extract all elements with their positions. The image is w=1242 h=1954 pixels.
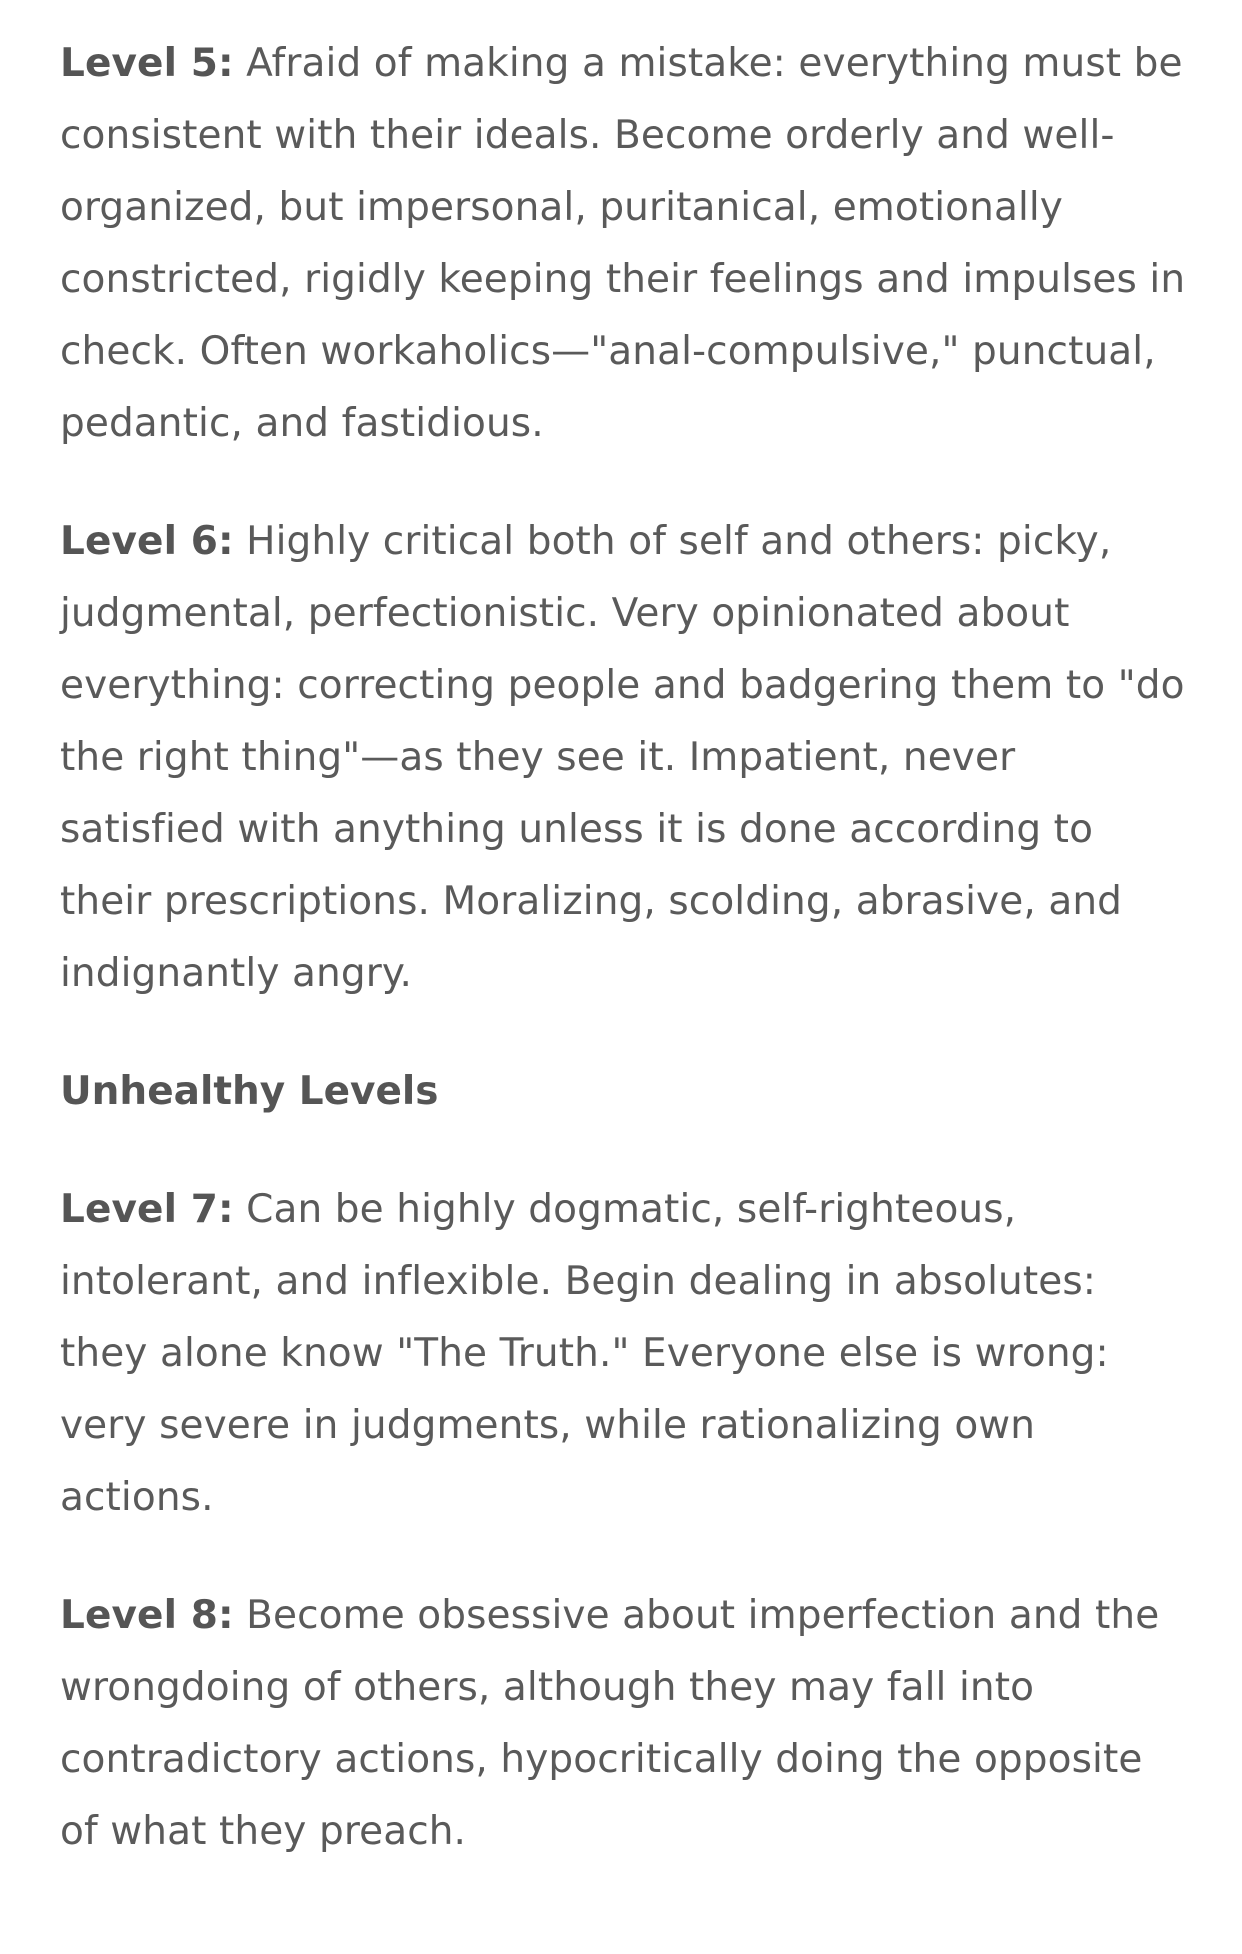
level-8-label: Level 8:	[60, 1593, 234, 1638]
level-6-paragraph	[60, 506, 1192, 1010]
level-5-paragraph	[60, 28, 1192, 460]
level-8-text: Become obsessive about imperfection and the wrongdoing of others, although they may fall into contradictory actions, hypocritically doing the opposite of what they preach.	[60, 1593, 1160, 1854]
level-7-paragraph	[60, 1174, 1192, 1534]
level-7-label: Level 7:	[60, 1187, 234, 1232]
level-7-text: Can be highly dogmatic, self-righteous, intolerant, and inflexible. Begin dealing in absolutes: they alone know "The Truth." Everyone else is wrong: very severe in judgments, while rationalizing own actions.	[60, 1187, 1109, 1520]
level-6-text: Highly critical both of self and others: picky, judgmental, perfectionistic. Very opinionated about everything: correcting people and badgering them to "do the right thing"—as they see it. Impatient, never satisfied with anything unless it is done according to their prescriptions. Moralizing, scolding, abrasive, and indignantly angry.	[60, 519, 1185, 996]
unhealthy-levels-heading: Unhealthy Levels	[60, 1069, 439, 1114]
level-6-label: Level 6:	[60, 519, 234, 564]
level-5-text: Afraid of making a mistake: everything must be consistent with their ideals. Become orderly and well-organized, but impersonal, puritanical, emotionally constricted, rigidly keeping their feelings and impulses in check. Often workaholics—"anal-compulsive," punctual, pedantic, and fastidious.	[60, 41, 1186, 446]
level-8-paragraph	[60, 1580, 1192, 1868]
level-5-label: Level 5:	[60, 41, 234, 86]
